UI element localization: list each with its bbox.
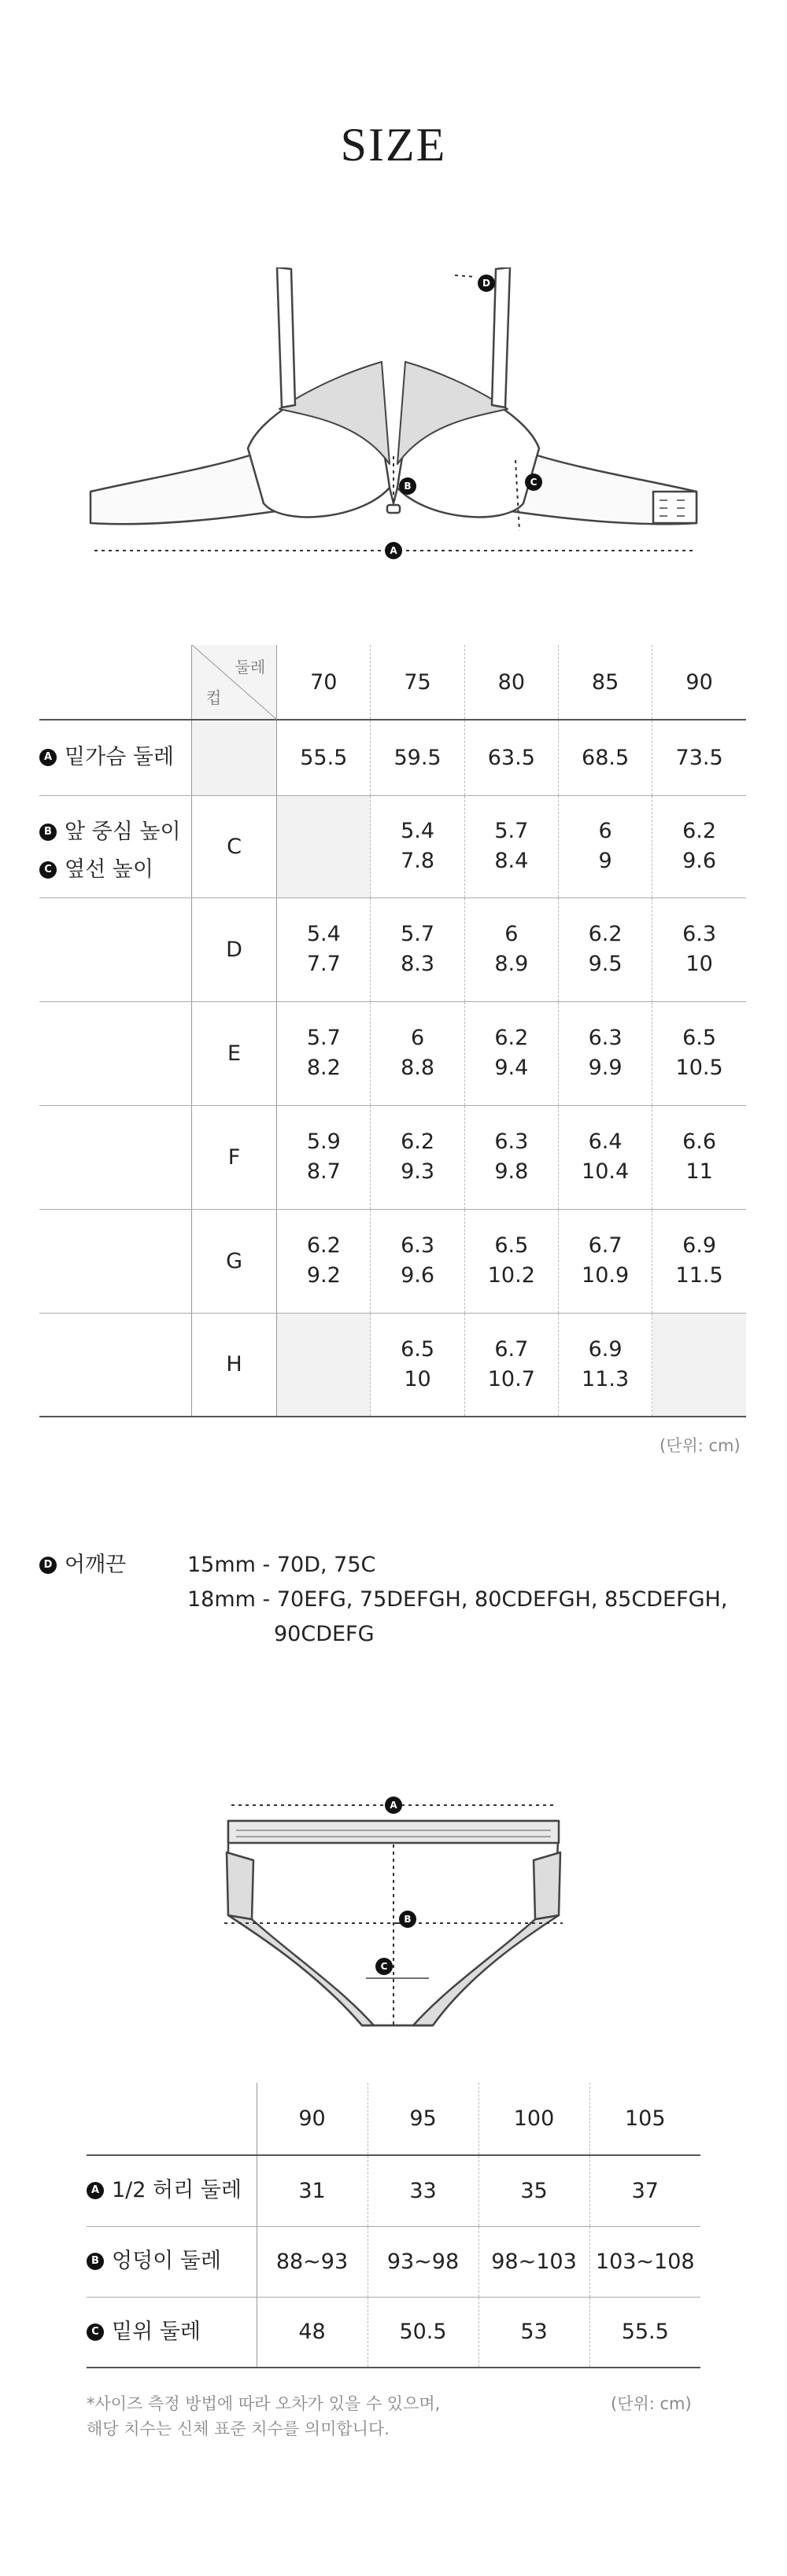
svg-text:C: C <box>530 477 538 488</box>
marker-d-icon: D <box>39 1557 57 1574</box>
marker-a-icon: A <box>39 749 57 766</box>
cup-row-d: D 5.4 7.7 5.7 8.3 6 8.9 6.2 9.5 6.3 10 <box>39 897 746 1001</box>
svg-text:B: B <box>404 1914 412 1925</box>
hip-row: B 엉덩이 둘레 88~93 93~98 98~103 103~108 <box>87 2226 700 2297</box>
cup-row-c: B 앞 중심 높이 C 옆선 높이 C 5.4 7.8 5.7 8.4 6 9 6.2 9.6 <box>39 795 746 897</box>
band-70: 70 <box>277 645 371 720</box>
svg-text:D: D <box>482 278 490 289</box>
rise-row: C 밑위 둘레 48 50.5 53 55.5 <box>87 2297 700 2368</box>
underbust-label: 밑가슴 둘레 <box>65 745 174 770</box>
cup-label: E <box>191 1001 276 1105</box>
strap-label: 어깨끈 <box>65 1553 127 1577</box>
panty-diagram <box>205 1782 582 2065</box>
cup-row-e: E 5.7 8.2 6 8.8 6.2 9.4 6.3 9.9 6.5 10.5 <box>39 1001 746 1105</box>
cup-label: F <box>191 1105 276 1209</box>
underbust-row: A 밑가슴 둘레 55.5 59.5 63.5 68.5 73.5 <box>39 720 746 795</box>
cup-label: G <box>191 1209 276 1313</box>
cup-row-f: F 5.9 8.7 6.2 9.3 6.3 9.8 6.4 10.4 6.6 11 <box>39 1105 746 1209</box>
side-height-label: 옆선 높이 <box>65 857 153 882</box>
bra-size-table <box>39 645 746 1417</box>
svg-text:C: C <box>380 1961 388 1972</box>
page-title: SIZE <box>340 119 447 171</box>
panty-size-100: 100 <box>478 2083 589 2155</box>
front-center-height-label: 앞 중심 높이 <box>65 819 181 844</box>
panty-size-table <box>87 2083 700 2368</box>
marker-c-icon: C <box>87 2324 104 2341</box>
measurement-note: *사이즈 측정 방법에 따라 오차가 있을 수 있으며, 해당 치수는 신체 표준 치수를 의미합니다. <box>87 2394 441 2438</box>
panty-size-90: 90 <box>257 2083 368 2155</box>
svg-text:B: B <box>404 481 412 492</box>
cup-label: C <box>191 795 276 897</box>
cup-label: H <box>191 1313 276 1417</box>
marker-a-icon: A <box>87 2182 104 2199</box>
panty-size-95: 95 <box>368 2083 478 2155</box>
cup-row-h: H 6.5 10 6.7 10.7 6.9 11.3 <box>39 1313 746 1417</box>
bra-diagram <box>79 267 708 574</box>
panty-size-105: 105 <box>589 2083 700 2155</box>
band-cup-header: 둘레 컵 <box>191 645 276 720</box>
header-empty <box>39 645 191 720</box>
svg-text:A: A <box>390 1800 397 1811</box>
bra-unit-note: (단위: cm) <box>660 1436 741 1455</box>
marker-b-icon: B <box>39 824 57 841</box>
band-90: 90 <box>652 645 746 720</box>
cup-row-g: G 6.2 9.2 6.3 9.6 6.5 10.2 6.7 10.9 6.9 11.5 <box>39 1209 746 1313</box>
band-85: 85 <box>558 645 652 720</box>
strap-line: 15mm - 70D, 75C <box>187 1553 376 1577</box>
band-75: 75 <box>371 645 464 720</box>
band-80: 80 <box>464 645 558 720</box>
cup-label: D <box>191 897 276 1001</box>
strap-line: 90CDEFG <box>274 1622 375 1646</box>
svg-text:A: A <box>390 545 397 556</box>
marker-b-icon: B <box>87 2253 104 2270</box>
panty-unit-note: (단위: cm) <box>611 2394 692 2413</box>
strap-line: 18mm - 70EFG, 75DEFGH, 80CDEFGH, 85CDEFGH, <box>187 1587 728 1612</box>
marker-c-icon: C <box>39 861 57 879</box>
waist-row: A 1/2 허리 둘레 31 33 35 37 <box>87 2155 700 2226</box>
